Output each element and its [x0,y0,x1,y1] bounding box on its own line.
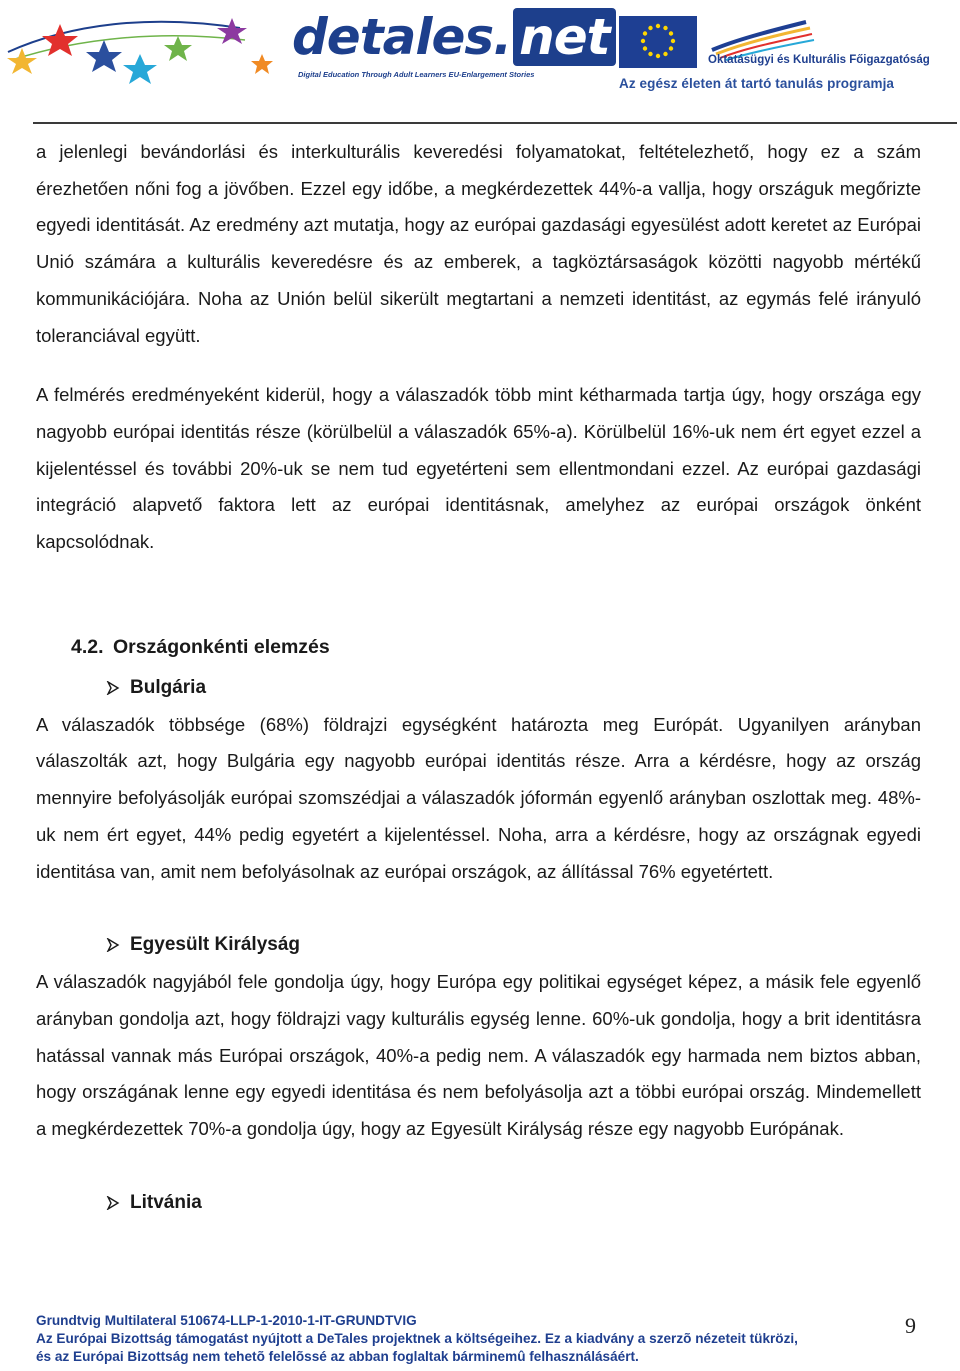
partner-name: Oktatásügyi és Kulturális Főigazgatóság [708,54,930,66]
document-body [36,134,921,1222]
star-icon [123,54,157,84]
paragraph-1: a jelenlegi bevándorlási és interkulturális keveredési folyamatokat, feltételezhető, hogy ez a szám érezhetően nőni fog a jövőben. Ezzel egy időbe, a megkérdezettek 44%-a vallja, hogy országuk megőrizte egyedi identitását. Az eredmény azt mutatja, hogy az európai gazdasági egyesülést adott keretet az Európai Unió számára a kulturális keveredésre és az emberek, a tagköztársaságok közötti nagyobb mértékű kommunikációjára. Noha az Unión belül sikerült megtartani a nemzeti identitást, az egymás felé irányuló toleranciával együtt. [36,141,921,346]
section-number: 4.2. [71,635,104,658]
partner-tagline: Az egész életen át tartó tanulás programja [619,76,895,91]
subsection-title: Litvánia [130,1191,202,1213]
footer-disclaimer-line-2: és az Európai Bizottság nem tehetõ felelõssé az abban foglaltak bárminemû felhasználásáért. [36,1349,639,1364]
subsection-title: Egyesült Királyság [130,934,301,956]
star-icon [251,54,273,74]
arrow-bullet-icon [106,1196,120,1210]
section-title: Országonkénti elemzés [113,635,330,658]
footer-project-line: Grundtvig Multilateral 510674-LLP-1-2010-1-IT-GRUNDTVIG [36,1313,417,1328]
arrow-bullet-icon [106,938,120,952]
page-footer [36,1312,926,1366]
star-icon [164,36,192,61]
subsection-text-bulgaria: A válaszadók többsége (68%) földrajzi egységként határozta meg Európát. Ugyanilyen arányban válaszolták azt, hogy Bulgária egy nagyobb európai identitás része. Arra a kérdésre, hogy az ország mennyire befolyásolják európai szomszédjai a válaszadók jóformán egyenlő arányban oszlottak meg. 48%-uk nem ért egyet, 44% pedig egyetért a kijelentéssel. Noha, arra a kérdésre, hogy az országnak egyedi identitása van, amit nem befolyásolnak az európai országok, az állítással 76% egyetértett. [36,713,921,882]
footer-disclaimer-line-1: Az Európai Bizottság támogatást nyújtott a DeTales projektnek a költségeihez. Ez a kiadvány a szerzõ nézeteit tükrözi, [36,1331,798,1346]
subsection-heading-lithuania [36,1184,921,1222]
section-heading [36,625,921,669]
subsection-heading-bulgaria [36,669,921,707]
paragraph-2: A felmérés eredményeként kiderül, hogy a válaszadók több mint kétharmada tartja úgy, hogy országa egy nagyobb európai identitás része (körülbelül a válaszadók 65%-a). Körülbelül 16%-uk nem ért egyet ezzel a kijelentéssel és további 20%-uk se nem tud egyetérteni sem ellentmondani ezzel. Az európai gazdasági integráció alapvető faktora lett az európai identitásnak, amelyhez az európai országok önként kapcsolódnak. [36,384,921,553]
logo-main-text: detales. [292,8,512,66]
arrow-bullet-icon [106,681,120,695]
star-icon [7,48,37,74]
logo-net-text: net [513,8,615,66]
logo-subtitle: Digital Education Through Adult Learners EU-Enlargement Stories [298,70,535,79]
subsection-title: Bulgária [130,676,207,698]
page-header [0,0,960,124]
header-divider [33,122,957,124]
page-number: 9 [905,1313,916,1338]
subsection-text-uk: A válaszadók nagyjából fele gondolja úgy, hogy Európa egy politikai egységet képez, a másik fele egyenlő arányban gondolja azt, hogy földrajzi vagy kulturális egység lenne. 60%-uk gondolja, hogy a brit identitásra hatással vannak más Európai országok, 40%-a pedig nem. A válaszadók egy harmada nem biztos abban, hogy országának lenne egy egyedi identitása és nem befolyásolja azt a többi európai ország. Mindemellett a megkérdezettek 70%-a gondolja úgy, hogy az Egyesült Királyság része egy nagyobb Európának. [36,971,921,1140]
detales-logo [292,8,616,66]
eu-flag-icon [619,16,697,68]
subsection-heading-uk [36,926,921,964]
star-icon [42,24,78,56]
star-icon [86,40,122,72]
